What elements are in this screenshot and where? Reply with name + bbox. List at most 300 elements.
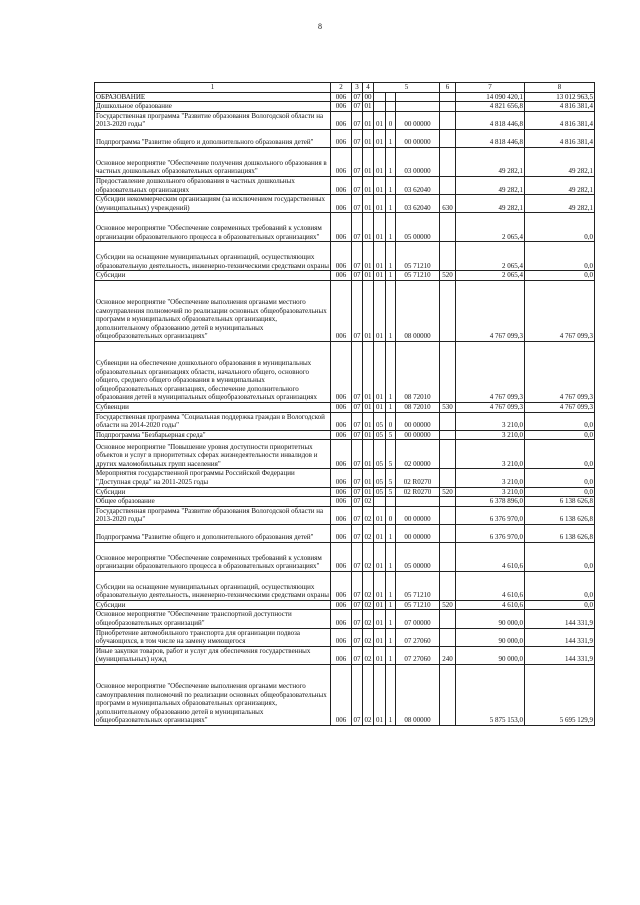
row-expense-type: [440, 542, 456, 571]
row-amount-8: 49 282,1: [525, 195, 595, 213]
row-name: Основное мероприятие "Повышение уровня доступности приоритетных объектов и услуг в приоритетных сферах жизнедеятельности инвалидов и других маломобильных групп населения": [95, 440, 331, 469]
row-subprogram: 1: [386, 524, 396, 542]
row-item-code: 03 62040: [396, 176, 440, 194]
page-number: 8: [318, 22, 322, 31]
row-name: Субсидии: [95, 271, 331, 281]
row-chapter: 006: [331, 341, 352, 402]
row-subprogram: 1: [386, 195, 396, 213]
row-amount-8: 144 331,9: [525, 646, 595, 664]
row-amount-7: 90 000,0: [456, 646, 525, 664]
row-amount-8: 6 138 626,8: [525, 506, 595, 524]
row-subprogram: 1: [386, 646, 396, 664]
row-name: Субвенции на обеспечение дошкольного образования в муниципальных образовательных организациях области, начального общего, основного общего, среднего общего образования в муниципальных общеобразовательных организациях, обеспечение дополнительного образования детей в муниципальных общеобразовательных организациях: [95, 341, 331, 402]
header-cell-5: 5: [374, 83, 440, 93]
row-amount-7: 2 065,4: [456, 242, 525, 271]
row-amount-7: 4 767 099,3: [456, 280, 525, 341]
row-subsection: 02: [363, 524, 374, 542]
row-item-code: 03 00000: [396, 147, 440, 176]
row-expense-type: [440, 242, 456, 271]
row-amount-8: 4 767 099,3: [525, 402, 595, 412]
row-item-code: 08 72010: [396, 402, 440, 412]
row-name: Государственная программа "Развитие образования Вологодской области на 2013-2020 годы": [95, 111, 331, 129]
row-name: Государственная программа "Развитие образования Вологодской области на 2013-2020 годы": [95, 506, 331, 524]
row-name: Субсидии на оснащение муниципальных организаций, осуществляющих образовательную деятельность, инженерно-техническими средствами охраны: [95, 571, 331, 600]
row-chapter: 006: [331, 242, 352, 271]
row-expense-type: [440, 571, 456, 600]
row-subprogram: 1: [386, 665, 396, 726]
row-item-code: 00 00000: [396, 524, 440, 542]
table-row: [95, 610, 595, 628]
row-subprogram: 1: [386, 542, 396, 571]
row-amount-7: 4 821 656,8: [456, 102, 525, 112]
row-program: 01: [374, 610, 386, 628]
row-chapter: 006: [331, 92, 352, 102]
row-name: Основное мероприятие "Обеспечение получения дошкольного образования в частных дошкольных образовательных организациях": [95, 147, 331, 176]
row-section: 07: [352, 542, 363, 571]
row-expense-type: 240: [440, 646, 456, 664]
row-expense-type: [440, 176, 456, 194]
row-item-code: 02 R0270: [396, 469, 440, 487]
row-amount-7: 6 378 896,0: [456, 497, 525, 507]
row-subprogram: 1: [386, 600, 396, 610]
row-expense-type: [440, 430, 456, 440]
table-row: [95, 271, 595, 281]
row-subprogram: [386, 497, 396, 507]
row-amount-8: 0,0: [525, 469, 595, 487]
row-program: 01: [374, 111, 386, 129]
row-chapter: 006: [331, 497, 352, 507]
table-row: [95, 646, 595, 664]
row-chapter: 006: [331, 524, 352, 542]
row-program: 01: [374, 402, 386, 412]
row-amount-7: 2 065,4: [456, 271, 525, 281]
row-amount-8: 4 767 099,3: [525, 341, 595, 402]
table-row: [95, 571, 595, 600]
row-amount-8: 4 816 381,4: [525, 102, 595, 112]
row-item-code: 00 00000: [396, 506, 440, 524]
header-cell-7: 7: [456, 83, 525, 93]
row-item-code: 00 00000: [396, 412, 440, 430]
row-subsection: 01: [363, 147, 374, 176]
row-item-code: 08 00000: [396, 665, 440, 726]
table-row: [95, 341, 595, 402]
row-expense-type: [440, 506, 456, 524]
row-name: Основное мероприятие "Обеспечение выполнения органами местного самоуправления полномочий по реализации основных общеобразовательных программ в муниципальных образовательных организациях, дополнительному образованию детей в муниципальных общеобразовательных организациях": [95, 280, 331, 341]
row-amount-8: 0,0: [525, 213, 595, 242]
row-amount-7: 4 610,6: [456, 542, 525, 571]
row-expense-type: [440, 129, 456, 147]
table-row: [95, 195, 595, 213]
row-amount-7: 6 376 970,0: [456, 506, 525, 524]
row-name: ОБРАЗОВАНИЕ: [95, 92, 331, 102]
row-amount-7: 3 210,0: [456, 412, 525, 430]
header-cell-1: 1: [95, 83, 331, 93]
row-amount-7: 3 210,0: [456, 440, 525, 469]
row-subsection: 01: [363, 176, 374, 194]
row-section: 07: [353, 430, 361, 439]
row-chapter: 006: [331, 147, 352, 176]
row-program: 01: [374, 242, 386, 271]
table-row: [95, 487, 595, 497]
header-cell-2: 2: [331, 83, 352, 93]
row-subprogram: 1: [386, 402, 396, 412]
row-chapter: 006: [331, 412, 352, 430]
row-subsection: 01: [364, 430, 372, 439]
row-section: 07: [352, 412, 363, 430]
row-section: 07: [352, 571, 363, 600]
row-section: 07: [352, 341, 363, 402]
row-section: 07: [352, 129, 363, 147]
row-amount-8: 4 816 381,4: [525, 129, 595, 147]
row-program: [374, 92, 386, 102]
row-chapter: 006: [331, 430, 352, 440]
row-subsection: 01: [363, 469, 374, 487]
row-subprogram: 5: [386, 440, 396, 469]
table-row: [95, 469, 595, 487]
row-subprogram: 1: [386, 280, 396, 341]
row-item-code: 00 00000: [396, 129, 440, 147]
row-subsection: 01: [364, 102, 372, 111]
row-chapter: 006: [331, 176, 352, 194]
row-name: Субсидии: [95, 487, 331, 497]
row-subprogram: 1: [386, 341, 396, 402]
row-program: 05: [374, 430, 386, 440]
row-expense-type: [440, 412, 456, 430]
table-row: [95, 600, 595, 610]
row-chapter: 006: [331, 102, 352, 112]
row-subprogram: 0: [386, 506, 396, 524]
row-subsection: 02: [363, 646, 374, 664]
row-program: 01: [374, 524, 386, 542]
row-section: 07: [352, 524, 363, 542]
row-expense-type: [440, 610, 456, 628]
row-subsection: 01: [363, 440, 374, 469]
header-cell-8: 8: [525, 83, 595, 93]
row-subprogram: 5: [386, 430, 396, 440]
header-cell-6: 6: [440, 83, 456, 93]
budget-table: [94, 82, 595, 726]
row-expense-type: 520: [440, 487, 456, 497]
row-program: 01: [374, 600, 386, 610]
table-row: [95, 242, 595, 271]
row-amount-8: 49 282,1: [525, 176, 595, 194]
row-section: 07: [352, 610, 363, 628]
row-amount-7: 4 818 446,8: [456, 111, 525, 129]
row-amount-7: 14 090 420,1: [456, 92, 525, 102]
row-program: 01: [374, 280, 386, 341]
row-program: 01: [374, 147, 386, 176]
row-program: 05: [374, 469, 386, 487]
table-row: [95, 147, 595, 176]
row-section: 07: [352, 242, 363, 271]
row-section: 07: [352, 147, 363, 176]
row-amount-7: 90 000,0: [456, 610, 525, 628]
table-row: [95, 497, 595, 507]
row-amount-7: 4 767 099,3: [456, 402, 525, 412]
row-chapter: 006: [331, 469, 352, 487]
row-item-code: 00 00000: [396, 111, 440, 129]
row-subprogram: [386, 102, 396, 112]
row-name: Субсидии некоммерческим организациям (за исключением государственных (муниципальных) учреждений): [95, 195, 331, 213]
row-program: 01: [374, 646, 386, 664]
row-program: 01: [374, 271, 386, 281]
row-subsection: 02: [363, 665, 374, 726]
table-row: [95, 129, 595, 147]
row-subsection: 02: [363, 542, 374, 571]
row-chapter: 006: [331, 440, 352, 469]
row-program: 05: [374, 487, 386, 497]
row-subprogram: 5: [386, 487, 396, 497]
row-amount-7: 3 210,0: [456, 430, 525, 440]
row-section: 07: [352, 111, 363, 129]
row-expense-type: [440, 497, 456, 507]
table-row: [95, 402, 595, 412]
row-subprogram: 1: [386, 213, 396, 242]
row-program: 01: [374, 571, 386, 600]
row-section: 07: [353, 600, 361, 609]
row-chapter: 006: [331, 487, 352, 497]
row-section: 07: [353, 102, 361, 111]
row-subprogram: [386, 92, 396, 102]
row-expense-type: [440, 213, 456, 242]
row-item-code: [396, 92, 440, 102]
row-name: Основное мероприятие "Обеспечение современных требований к условиям организации образовательного процесса в образовательных организациях": [95, 542, 331, 571]
row-expense-type: [440, 341, 456, 402]
row-subsection: 02: [363, 506, 374, 524]
row-name: Предоставление дошкольного образования в частных дошкольных образовательных организациях: [95, 176, 331, 194]
row-subprogram: 0: [386, 111, 396, 129]
row-section: 07: [352, 195, 363, 213]
table-row: [95, 412, 595, 430]
row-expense-type: [440, 469, 456, 487]
row-amount-7: 2 065,4: [456, 213, 525, 242]
row-expense-type: [440, 280, 456, 341]
row-item-code: 05 00000: [396, 213, 440, 242]
row-item-code: 08 00000: [396, 280, 440, 341]
row-program: [374, 102, 386, 112]
table-row: [95, 628, 595, 646]
row-item-code: [396, 497, 440, 507]
table-row: [95, 280, 595, 341]
row-subsection: 01: [363, 341, 374, 402]
row-expense-type: [440, 524, 456, 542]
row-name: Государственная программа "Социальная поддержка граждан в Вологодской области на 2014-2020 годы": [95, 412, 331, 430]
row-amount-8: 0,0: [525, 430, 595, 440]
row-section: 07: [352, 469, 363, 487]
table-row: [95, 524, 595, 542]
row-chapter: 006: [331, 646, 352, 664]
row-name: Основное мероприятие "Обеспечение транспортной доступности общеобразовательных организаций": [95, 610, 331, 628]
row-amount-7: 4 767 099,3: [456, 341, 525, 402]
header-cell-3: 3: [352, 83, 363, 93]
row-subsection: 01: [363, 195, 374, 213]
row-subprogram: 5: [386, 469, 396, 487]
row-program: 05: [374, 440, 386, 469]
row-amount-8: 6 138 626,8: [525, 497, 595, 507]
row-subsection: 01: [363, 412, 374, 430]
row-subsection: 01: [363, 111, 374, 129]
row-subsection: 01: [363, 242, 374, 271]
row-expense-type: 630: [440, 195, 456, 213]
table-row: [95, 176, 595, 194]
row-amount-7: 49 282,1: [456, 176, 525, 194]
row-item-code: 02 00000: [396, 440, 440, 469]
row-chapter: 006: [331, 610, 352, 628]
row-item-code: 07 00000: [396, 610, 440, 628]
row-subsection: 01: [364, 487, 372, 496]
row-section: 07: [352, 665, 363, 726]
row-section: 07: [353, 92, 361, 101]
row-amount-7: 4 818 446,8: [456, 129, 525, 147]
row-item-code: 05 00000: [396, 542, 440, 571]
row-subprogram: 1: [386, 271, 396, 281]
row-item-code: 03 62040: [396, 195, 440, 213]
row-amount-8: 0,0: [525, 440, 595, 469]
row-expense-type: 530: [440, 402, 456, 412]
row-chapter: 006: [331, 542, 352, 571]
row-subprogram: 0: [386, 412, 396, 430]
row-name: Субсидии: [95, 600, 331, 610]
row-subsection: 02: [363, 610, 374, 628]
row-amount-7: 4 610,6: [456, 600, 525, 610]
row-item-code: 07 27060: [396, 646, 440, 664]
row-section: 07: [352, 646, 363, 664]
row-item-code: 05 71210: [396, 271, 440, 281]
row-subsection: 02: [363, 628, 374, 646]
table-row: [95, 111, 595, 129]
row-amount-8: 0,0: [525, 487, 595, 497]
row-section: 07: [353, 402, 361, 411]
row-subsection: 02: [364, 497, 372, 506]
row-amount-7: 5 875 153,0: [456, 665, 525, 726]
row-name: Подпрограмма "Развитие общего и дополнительного образования детей": [95, 129, 331, 147]
row-amount-7: 90 000,0: [456, 628, 525, 646]
row-chapter: 006: [331, 628, 352, 646]
row-subprogram: 1: [386, 242, 396, 271]
row-amount-8: 0,0: [525, 571, 595, 600]
table-row: [95, 213, 595, 242]
row-name: Субсидии на оснащение муниципальных организаций, осуществляющих образовательную деятельность, инженерно-техническими средствами охраны: [95, 242, 331, 271]
row-name: Иные закупки товаров, работ и услуг для обеспечения государственных (муниципальных) нужд: [95, 646, 331, 664]
row-program: 01: [374, 628, 386, 646]
row-program: 01: [374, 176, 386, 194]
row-chapter: 006: [331, 271, 352, 281]
row-section: 07: [352, 280, 363, 341]
row-program: 01: [374, 213, 386, 242]
row-expense-type: [440, 92, 456, 102]
row-expense-type: [440, 628, 456, 646]
row-subsection: 00: [364, 92, 372, 101]
table-row: [95, 430, 595, 440]
row-chapter: 006: [331, 665, 352, 726]
row-name: Мероприятия государственной программы Российской Федерации "Доступная среда" на 2011-2025 годы: [95, 469, 331, 487]
row-chapter: 006: [331, 213, 352, 242]
row-section: 07: [352, 628, 363, 646]
row-expense-type: 520: [440, 271, 456, 281]
row-subsection: 02: [364, 600, 372, 609]
row-name: Подпрограмма "Развитие общего и дополнительного образования детей": [95, 524, 331, 542]
row-item-code: 05 71210: [396, 571, 440, 600]
table-header-row: [95, 83, 595, 93]
row-item-code: 00 00000: [396, 430, 440, 440]
table-row: [95, 542, 595, 571]
row-amount-8: 4 767 099,3: [525, 280, 595, 341]
row-chapter: 006: [331, 571, 352, 600]
row-amount-8: 5 695 129,9: [525, 665, 595, 726]
row-name: Приобретение автомобильного транспорта для организации подвоза обучающихся, в том числе на замену имеющегося: [95, 628, 331, 646]
table-row: [95, 92, 595, 102]
row-amount-8: 144 331,9: [525, 610, 595, 628]
row-amount-7: 49 282,1: [456, 147, 525, 176]
row-amount-7: 49 282,1: [456, 195, 525, 213]
row-subsection: 01: [363, 280, 374, 341]
row-subprogram: 1: [386, 571, 396, 600]
row-section: 07: [352, 213, 363, 242]
row-name: Субвенции: [95, 402, 331, 412]
row-expense-type: [440, 147, 456, 176]
row-amount-8: 0,0: [525, 542, 595, 571]
row-expense-type: 520: [440, 600, 456, 610]
row-expense-type: [440, 111, 456, 129]
row-amount-8: 144 331,9: [525, 628, 595, 646]
row-name: Дошкольное образование: [95, 102, 331, 112]
table-row: [95, 506, 595, 524]
row-name: Основное мероприятие "Обеспечение выполнения органами местного самоуправления полномочий по реализации основных общеобразовательных программ в муниципальных образовательных организациях, дополнительному образованию детей в муниципальных общеобразовательных организациях": [95, 665, 331, 726]
row-amount-7: 6 376 970,0: [456, 524, 525, 542]
row-chapter: 006: [331, 111, 352, 129]
row-chapter: 006: [331, 600, 352, 610]
row-subprogram: 1: [386, 147, 396, 176]
row-amount-8: 0,0: [525, 412, 595, 430]
row-program: 01: [374, 195, 386, 213]
row-section: 07: [353, 271, 361, 280]
row-amount-8: 6 138 626,8: [525, 524, 595, 542]
row-chapter: 006: [331, 129, 352, 147]
row-subprogram: 1: [386, 176, 396, 194]
row-subprogram: 1: [386, 610, 396, 628]
row-expense-type: [440, 102, 456, 112]
row-subsection: 02: [363, 571, 374, 600]
row-amount-8: 0,0: [525, 242, 595, 271]
row-item-code: 08 72010: [396, 341, 440, 402]
row-expense-type: [440, 440, 456, 469]
table-row: [95, 440, 595, 469]
row-subsection: 01: [364, 271, 372, 280]
row-subsection: 01: [363, 129, 374, 147]
row-program: 01: [374, 665, 386, 726]
row-item-code: 05 71210: [396, 242, 440, 271]
row-amount-8: 49 282,1: [525, 147, 595, 176]
row-section: 07: [352, 506, 363, 524]
row-amount-8: 13 012 963,5: [525, 92, 595, 102]
row-name: Общее образование: [95, 497, 331, 507]
row-subprogram: 1: [386, 628, 396, 646]
row-section: 07: [353, 487, 361, 496]
row-chapter: 006: [331, 506, 352, 524]
row-amount-7: 3 210,0: [456, 469, 525, 487]
row-amount-7: 3 210,0: [456, 487, 525, 497]
row-expense-type: [440, 665, 456, 726]
row-subprogram: 1: [386, 129, 396, 147]
table-row: [95, 665, 595, 726]
row-item-code: [396, 102, 440, 112]
row-program: 01: [374, 542, 386, 571]
row-subsection: 01: [363, 213, 374, 242]
row-item-code: 07 27060: [396, 628, 440, 646]
row-program: 01: [374, 341, 386, 402]
row-amount-8: 0,0: [525, 271, 595, 281]
row-amount-7: 4 610,6: [456, 571, 525, 600]
